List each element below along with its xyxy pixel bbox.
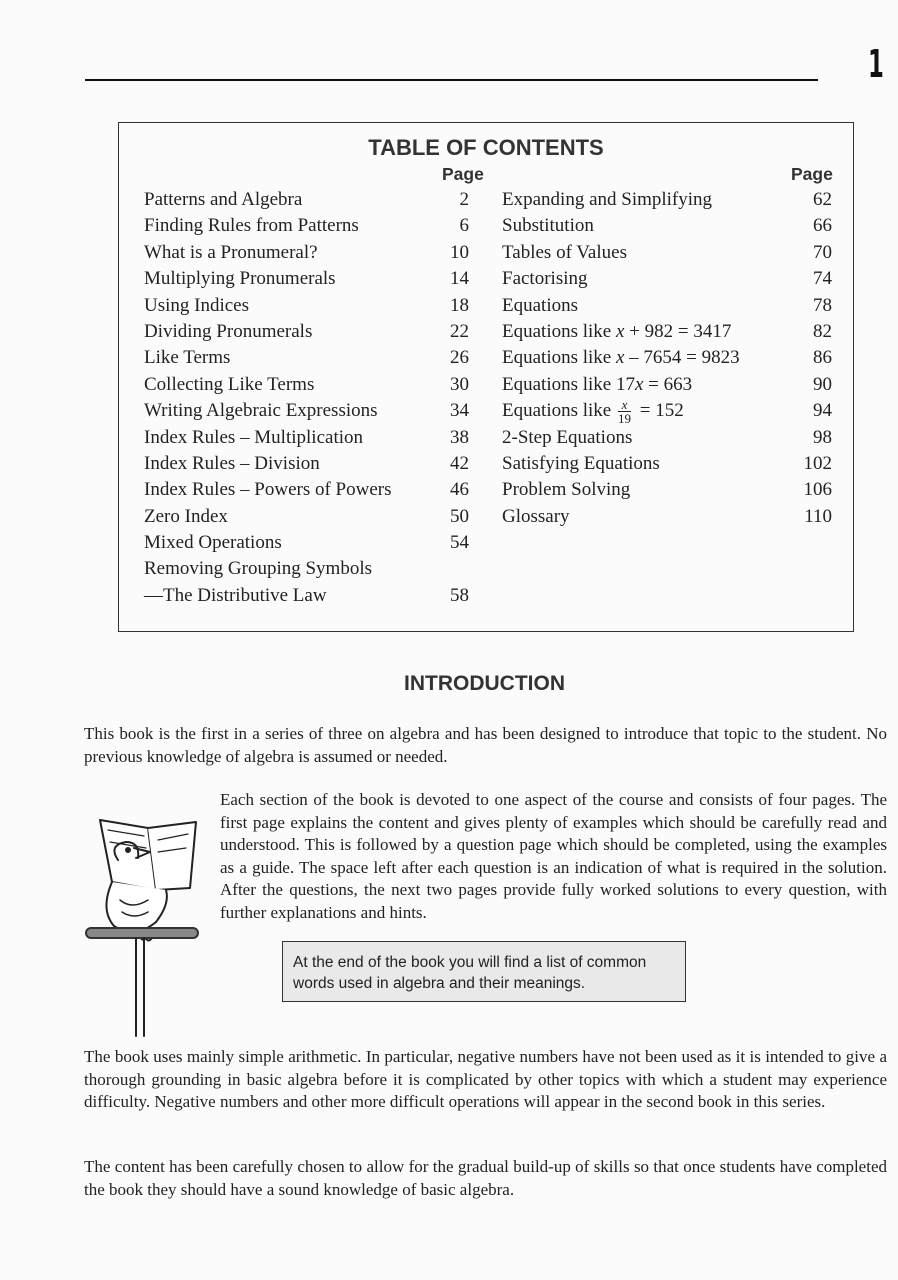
page-number: 1 xyxy=(868,42,884,86)
header-rule xyxy=(85,79,818,81)
toc-entry-title: Like Terms xyxy=(144,347,231,369)
toc-entry-page: 74 xyxy=(813,268,832,290)
reading-bird-illustration xyxy=(78,800,218,1040)
toc-entry xyxy=(144,345,469,371)
toc-entry-page: 106 xyxy=(803,479,832,501)
toc-entry-page: 94 xyxy=(813,400,832,422)
toc-entry-page: 102 xyxy=(803,452,832,474)
toc-entry xyxy=(144,556,469,582)
toc-entry xyxy=(502,319,832,345)
toc-entry xyxy=(144,293,469,319)
toc-entry-page: 34 xyxy=(450,400,469,422)
toc-right-column xyxy=(502,187,832,530)
table-of-contents xyxy=(118,122,854,632)
toc-entry-title: Finding Rules from Patterns xyxy=(144,215,359,237)
toc-entry-title: Problem Solving xyxy=(502,479,631,501)
toc-entry-title: Using Indices xyxy=(144,294,250,316)
toc-entry-page: 50 xyxy=(450,505,469,527)
toc-left-column xyxy=(144,187,469,609)
intro-paragraph-3: The book uses mainly simple arithmetic. In particular, negative numbers have not been used as it is intended to give a thorough grounding in basic algebra before it is complicated by other topics with which a student may experience difficulty. Negative numbers and other more difficult operations will appear in the second book in this series. xyxy=(84,1047,887,1111)
toc-entry xyxy=(144,477,469,503)
toc-entry-page: 98 xyxy=(813,426,832,448)
toc-entry-title: Index Rules – Multiplication xyxy=(144,426,364,448)
toc-entry xyxy=(144,530,469,556)
toc-entry-title: Collecting Like Terms xyxy=(144,373,315,395)
toc-entry xyxy=(144,583,469,609)
toc-entry-title: Factorising xyxy=(502,268,588,290)
toc-entry-page: 6 xyxy=(459,215,469,237)
toc-entry-page: 66 xyxy=(813,215,832,237)
intro-paragraph-1: This book is the first in a series of three on algebra and has been designed to introduce that topic to the student. No previous knowledge of algebra is assumed or needed. xyxy=(84,724,887,766)
toc-entry-title: Equations like x + 982 = 3417 xyxy=(502,320,732,342)
toc-entry-title: Zero Index xyxy=(144,505,228,527)
right-page-column-header: Page xyxy=(791,164,833,184)
toc-entry xyxy=(144,425,469,451)
toc-entry xyxy=(502,240,832,266)
toc-entry-title: Index Rules – Division xyxy=(144,452,320,474)
toc-entry-title: Tables of Values xyxy=(502,241,627,263)
toc-entry-title: Removing Grouping Symbols xyxy=(144,558,373,580)
toc-entry xyxy=(144,372,469,398)
toc-entry-page: 58 xyxy=(450,584,469,606)
toc-entry-title: Glossary xyxy=(502,505,570,527)
toc-entry-page: 110 xyxy=(804,505,832,527)
toc-entry-title: Writing Algebraic Expressions xyxy=(144,400,378,422)
toc-entry xyxy=(502,425,832,451)
toc-entry xyxy=(502,372,832,398)
toc-entry-title: Satisfying Equations xyxy=(502,452,660,474)
toc-entry xyxy=(502,504,832,530)
toc-entry-page: 62 xyxy=(813,189,832,210)
toc-entry-page: 30 xyxy=(450,373,469,395)
toc-entry-page: 90 xyxy=(813,373,832,395)
toc-entry-title: Equations like x – 7654 = 9823 xyxy=(502,347,740,369)
toc-entry-page: 26 xyxy=(450,347,469,369)
toc-entry-title: Equations like $\frac{x}{19}$ = 152 xyxy=(502,397,684,427)
toc-entry-page: 14 xyxy=(450,268,469,290)
toc-entry xyxy=(502,293,832,319)
toc-title: TABLE OF CONTENTS xyxy=(368,135,604,160)
toc-entry-page: 10 xyxy=(450,241,469,263)
toc-entry xyxy=(144,266,469,292)
toc-entry-title: Index Rules – Powers of Powers xyxy=(144,479,392,501)
intro-paragraph-2: Each section of the book is devoted to one aspect of the course and consists of four pages. The first page explains the content and gives plenty of examples which should be carefully read and understood. This is followed by a question page which should be completed, using the examples as a guide. The space left after each question is an indication of what is required in the solution. After the questions, the next two pages provide fully worked solutions to every question, with further explanations and hints. xyxy=(220,790,887,922)
toc-entry xyxy=(502,477,832,503)
toc-entry-title: 2-Step Equations xyxy=(502,426,633,448)
toc-entry xyxy=(502,345,832,371)
toc-entry xyxy=(502,266,832,292)
left-page-column-header: Page xyxy=(442,164,484,184)
toc-entry xyxy=(144,398,469,424)
toc-entry-page: 46 xyxy=(450,479,469,501)
toc-entry-page: 18 xyxy=(450,294,469,316)
toc-entry-title: What is a Pronumeral? xyxy=(144,241,318,263)
toc-entry-title: Multiplying Pronumerals xyxy=(144,268,336,290)
toc-entry xyxy=(144,187,469,213)
toc-entry-page: 54 xyxy=(450,532,469,554)
toc-entry-page: 82 xyxy=(813,320,832,342)
toc-entry-title: Dividing Pronumerals xyxy=(144,320,313,342)
toc-entry-title: —The Distributive Law xyxy=(144,584,327,606)
toc-entry-title: Substitution xyxy=(502,215,594,237)
toc-entry xyxy=(502,397,832,427)
toc-entry-page: 78 xyxy=(813,294,832,316)
fraction: $\frac{x}{19}$ xyxy=(617,397,631,427)
toc-entry xyxy=(144,451,469,477)
toc-entry-title: Expanding and Simplifying xyxy=(502,189,713,210)
toc-entry xyxy=(502,451,832,477)
toc-entry-page: 42 xyxy=(450,452,469,474)
toc-entry xyxy=(144,504,469,530)
toc-entry xyxy=(144,240,469,266)
toc-entry-page: 86 xyxy=(813,347,832,369)
toc-entry xyxy=(144,319,469,345)
toc-entry-title: Mixed Operations xyxy=(144,532,282,554)
toc-entry xyxy=(502,213,832,239)
glossary-note-box: At the end of the book you will find a list of common words used in algebra and their meanings. xyxy=(282,941,686,1002)
toc-entry-page: 22 xyxy=(450,320,469,342)
toc-entry xyxy=(502,187,832,213)
intro-paragraph-4: The content has been carefully chosen to allow for the gradual build-up of skills so that once students have completed the book they should have a sound knowledge of basic algebra. xyxy=(84,1157,887,1199)
toc-entry-page: 70 xyxy=(813,241,832,263)
introduction-heading: INTRODUCTION xyxy=(404,672,565,695)
toc-entry-page: 2 xyxy=(459,189,469,210)
toc-entry-title: Equations xyxy=(502,294,578,316)
toc-entry xyxy=(144,213,469,239)
toc-entry-title: Equations like 17x = 663 xyxy=(502,373,693,395)
toc-entry-title: Patterns and Algebra xyxy=(144,189,303,210)
toc-entry-page: 38 xyxy=(450,426,469,448)
